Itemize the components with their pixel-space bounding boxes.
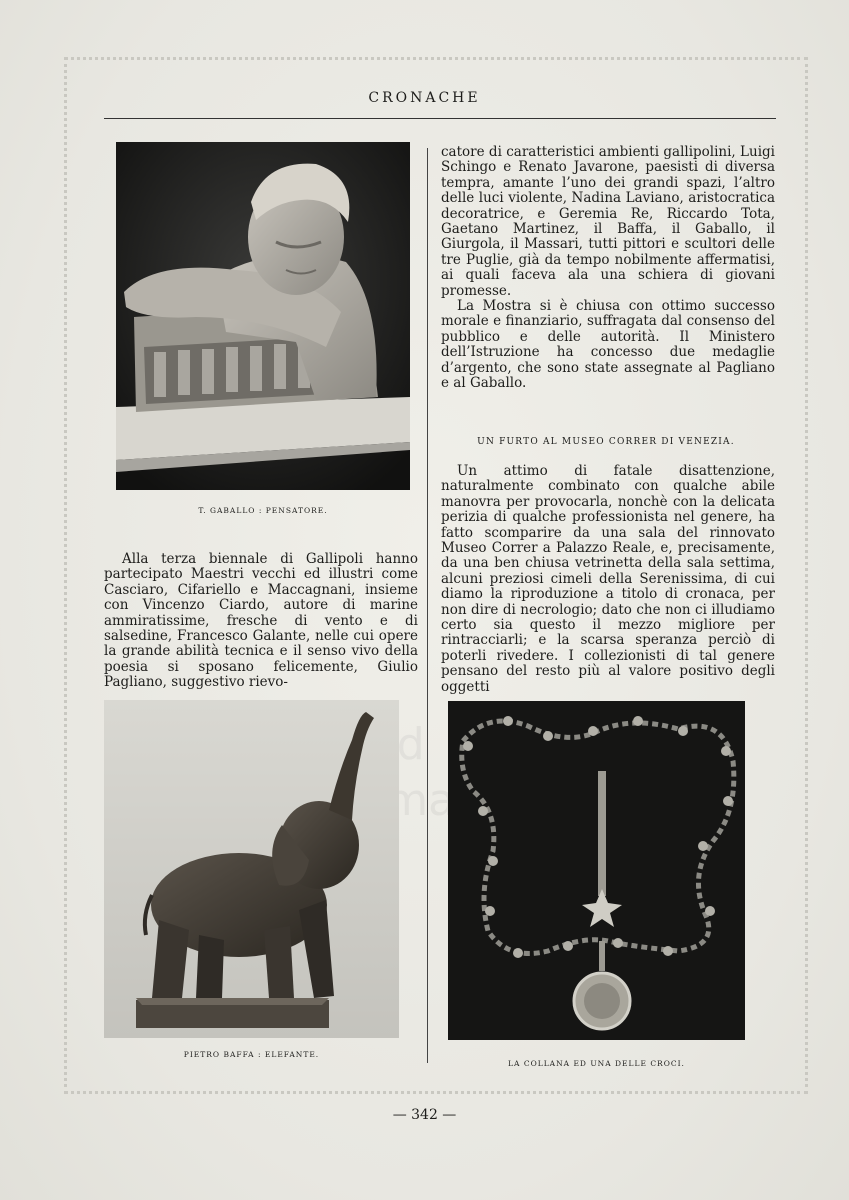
page-number: — 342 — <box>392 1107 457 1123</box>
photo-pensatore <box>116 142 410 490</box>
left-column-paragraph: Alla terza biennale di Gallipoli hanno partecipato Maestri vecchi ed illustri come Casciaro, Cifariello e Maccagnani, insieme con Vincenzo Ciardo, autore di marine ammiratissime, fresche di vento e di salsedine, Francesco Galante, nelle cui opere la grande abilità tecnica e il senso vivo della poesia si sposano felicemente, Giulio Pagliano, suggestivo rievo- <box>104 551 418 691</box>
section-title: UN FURTO AL MUSEO CORRER DI VENEZIA. <box>477 437 735 447</box>
header-rule <box>104 118 776 119</box>
caption-collana: LA COLLANA ED UNA DELLE CROCI. <box>508 1059 685 1068</box>
caption-elefante: PIETRO BAFFA : ELEFANTE. <box>183 1050 320 1059</box>
photo-collana <box>448 701 745 1040</box>
pensatore-sculpture-image <box>116 142 410 490</box>
watermark-line-1: d <box>396 719 425 770</box>
collana-necklace-image <box>448 701 745 1040</box>
right-column-paragraph-3: Un attimo di fatale disattenzione, naturalmente combinato con qualche abile manovra per provocarla, nonchè con la delicata perizia di qualche professionista nel genere, ha fatto scomparire da una sala del rinnovato Museo Correr a Palazzo Reale, e, precisamente, da una ben chiusa vetrinetta della sala settima, alcuni preziosi cimeli della Serenissima, di cui diamo la riproduzione a titolo di cronaca, per non dire di necrologio; dato che non ci illudiamo certo sia questo il mezzo migliore per rintracciarli; e la scarsa speranza perciò di poterli rivedere. I collezionisti di tal genere pensano del resto più al valore positivo degli oggetti <box>441 463 775 695</box>
right-column-paragraph-2: La Mostra si è chiusa con ottimo successo morale e finanziario, suffragata dal consenso del pubblico e delle autorità. Il Ministero dell’Istruzione ha concesso due medaglie d’argento, che sono state assegnate al Pagliano e al Gaballo. <box>441 298 775 392</box>
running-header: CRONACHE <box>368 90 481 106</box>
caption-pensatore: T. GABALLO : PENSATORE. <box>198 506 328 515</box>
column-divider <box>427 148 428 1063</box>
elefante-sculpture-image <box>104 700 399 1038</box>
photo-elefante <box>104 700 399 1038</box>
right-column-continuation: catore di caratteristici ambienti gallipolini, Luigi Schingo e Renato Javarone, paesisti di diversa tempra, amante l’uno dei grandi spazi, l’altro delle luci violente, Nadina Laviano, aristocratica decoratrice, e Geremia Re, Riccardo Tota, Gaetano Martinez, il Baffa, il Gaballo, il Giurgola, il Massari, tutti pittori e scultori delle tre Puglie, già da tempo nobilmente affermatisi, ai quali faceva ala una schiera di giovani promesse. <box>441 144 775 299</box>
